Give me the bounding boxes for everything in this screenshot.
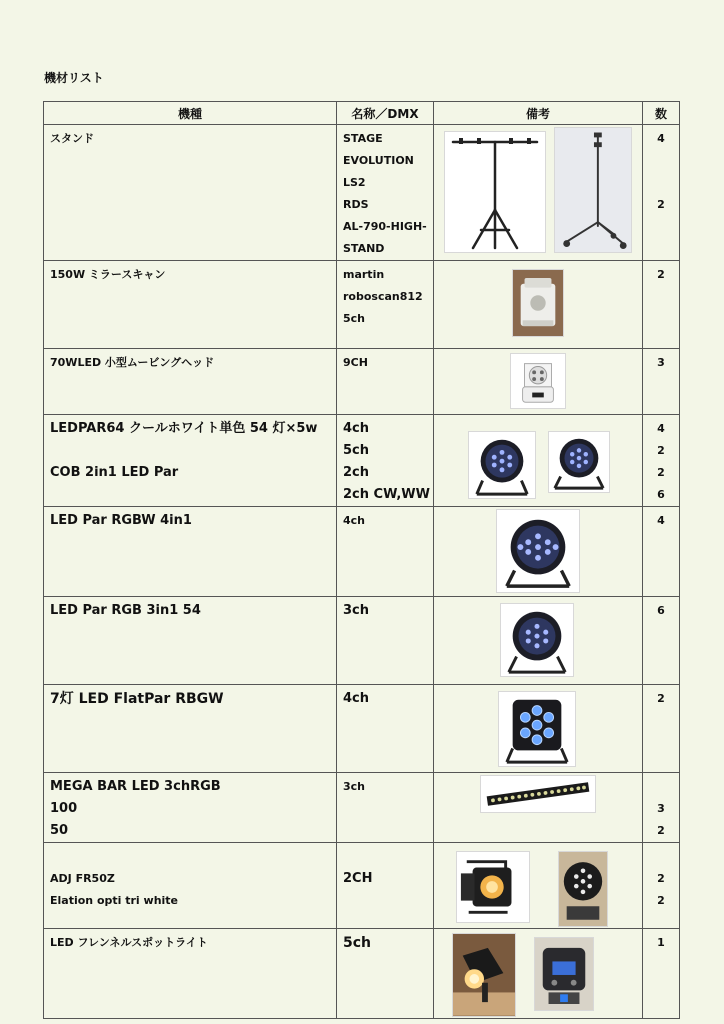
- name-line: 5ch: [343, 935, 372, 951]
- name-cell: [337, 261, 434, 349]
- name-cell: [337, 415, 434, 507]
- table-row: [44, 685, 680, 773]
- qty-cell: 2 2: [643, 843, 680, 929]
- name-cell: [337, 507, 434, 597]
- note-cell: [434, 685, 643, 773]
- qty-cell: 3 2: [643, 773, 680, 843]
- note-cell: [434, 349, 643, 415]
- note-cell: [434, 507, 643, 597]
- led-par-image: [548, 431, 610, 493]
- name-cell: [337, 929, 434, 1019]
- table-row: [44, 929, 680, 1019]
- mini-moving-head-image: [510, 353, 566, 409]
- led-par-image: [468, 431, 536, 499]
- flat-par-image: [498, 691, 576, 767]
- type-line: LED フレンネルスポットライト: [50, 936, 208, 949]
- type-cell: [44, 125, 337, 261]
- table-row: [44, 507, 680, 597]
- fresnel-fixture-image: [456, 851, 530, 923]
- table-row: [44, 349, 680, 415]
- qty-cell: 4 2 2 6: [643, 415, 680, 507]
- name-line: 2ch: [343, 465, 370, 480]
- name-cell: [337, 125, 434, 261]
- type-cell: [44, 843, 337, 929]
- type-line: 150W ミラースキャン: [50, 268, 166, 281]
- type-cell: [44, 929, 337, 1019]
- note-cell: [434, 125, 643, 261]
- table-row: [44, 415, 680, 507]
- note-cell: [434, 261, 643, 349]
- table-row: [44, 843, 680, 929]
- type-line: COB 2in1 LED Par: [50, 465, 179, 480]
- qty-cell: 2: [643, 685, 680, 773]
- type-line: [50, 846, 336, 868]
- type-line: LED Par RGB 3in1 54: [50, 603, 201, 618]
- name-line: 5ch: [343, 443, 370, 458]
- name-line: 4ch: [343, 691, 370, 706]
- note-cell: [434, 773, 643, 843]
- type-cell: [44, 415, 337, 507]
- type-line: スタンド: [50, 132, 94, 145]
- type-cell: [44, 773, 337, 843]
- led-par-image: [500, 603, 574, 677]
- note-cell: [434, 597, 643, 685]
- type-line: 50: [50, 823, 69, 838]
- led-bar-image: [480, 775, 596, 813]
- qty-cell: 1: [643, 929, 680, 1019]
- name-line: EVOLUTION: [343, 154, 414, 167]
- header-name-dmx: 名称／DMX: [337, 102, 434, 125]
- name-line: RDS: [343, 198, 369, 211]
- type-line: [50, 440, 336, 462]
- name-line: STAND: [343, 242, 385, 255]
- name-line: martin: [343, 268, 385, 281]
- name-line: roboscan812: [343, 290, 423, 303]
- led-par-image: [496, 509, 580, 593]
- name-line: 4ch: [343, 421, 370, 436]
- qty-cell: 3: [643, 349, 680, 415]
- rolling-light-stand-image: [554, 127, 632, 253]
- name-line: 5ch: [343, 312, 366, 325]
- name-cell: [337, 843, 434, 929]
- type-line: MEGA BAR LED 3chRGB: [50, 779, 221, 794]
- qty-cell: 4 2: [643, 125, 680, 261]
- type-line: LEDPAR64 クールホワイト単色 54 灯×5w: [50, 421, 318, 436]
- name-line: 2CH: [343, 871, 373, 886]
- name-line: 3ch: [343, 603, 370, 618]
- name-line: LS2: [343, 176, 366, 189]
- note-cell: [434, 929, 643, 1019]
- document-title: 機材リスト: [44, 71, 104, 85]
- name-line: AL-790-HIGH-: [343, 220, 427, 233]
- fresnel-photo-image: [452, 933, 516, 1017]
- name-cell: [337, 349, 434, 415]
- name-line: [343, 846, 433, 868]
- fixture-rear-photo-image: [534, 937, 594, 1011]
- type-line: ADJ FR50Z: [50, 872, 115, 885]
- table-row: [44, 261, 680, 349]
- type-cell: [44, 507, 337, 597]
- equipment-table: [43, 101, 680, 1019]
- mirror-scanner-image: [512, 269, 564, 337]
- name-line: 2ch CW,WW: [343, 487, 430, 502]
- name-cell: [337, 685, 434, 773]
- name-line: 9CH: [343, 356, 368, 369]
- header-qty: 数: [643, 102, 680, 125]
- table-header-row: [44, 102, 680, 125]
- name-cell: [337, 773, 434, 843]
- type-cell: [44, 685, 337, 773]
- qty-cell: 2: [643, 261, 680, 349]
- type-cell: [44, 349, 337, 415]
- table-row: [44, 597, 680, 685]
- qty-cell: 6: [643, 597, 680, 685]
- lighting-tstand-image: [444, 131, 546, 253]
- note-cell: [434, 415, 643, 507]
- table-row: [44, 773, 680, 843]
- name-line: 4ch: [343, 514, 366, 527]
- note-cell: [434, 843, 643, 929]
- name-cell: [337, 597, 434, 685]
- qty-cell: 4: [643, 507, 680, 597]
- name-line: 3ch: [343, 780, 366, 793]
- table-row: [44, 125, 680, 261]
- type-cell: [44, 261, 337, 349]
- par-photo-image: [558, 851, 608, 927]
- name-line: STAGE: [343, 132, 383, 145]
- type-line: LED Par RGBW 4in1: [50, 513, 192, 528]
- type-line: Elation opti tri white: [50, 894, 179, 907]
- type-line: 70WLED 小型ムービングヘッド: [50, 356, 215, 369]
- header-type: 機種: [44, 102, 337, 125]
- type-line: 100: [50, 801, 78, 816]
- type-line: 7灯 LED FlatPar RBGW: [50, 691, 224, 707]
- header-note: 備考: [434, 102, 643, 125]
- type-cell: [44, 597, 337, 685]
